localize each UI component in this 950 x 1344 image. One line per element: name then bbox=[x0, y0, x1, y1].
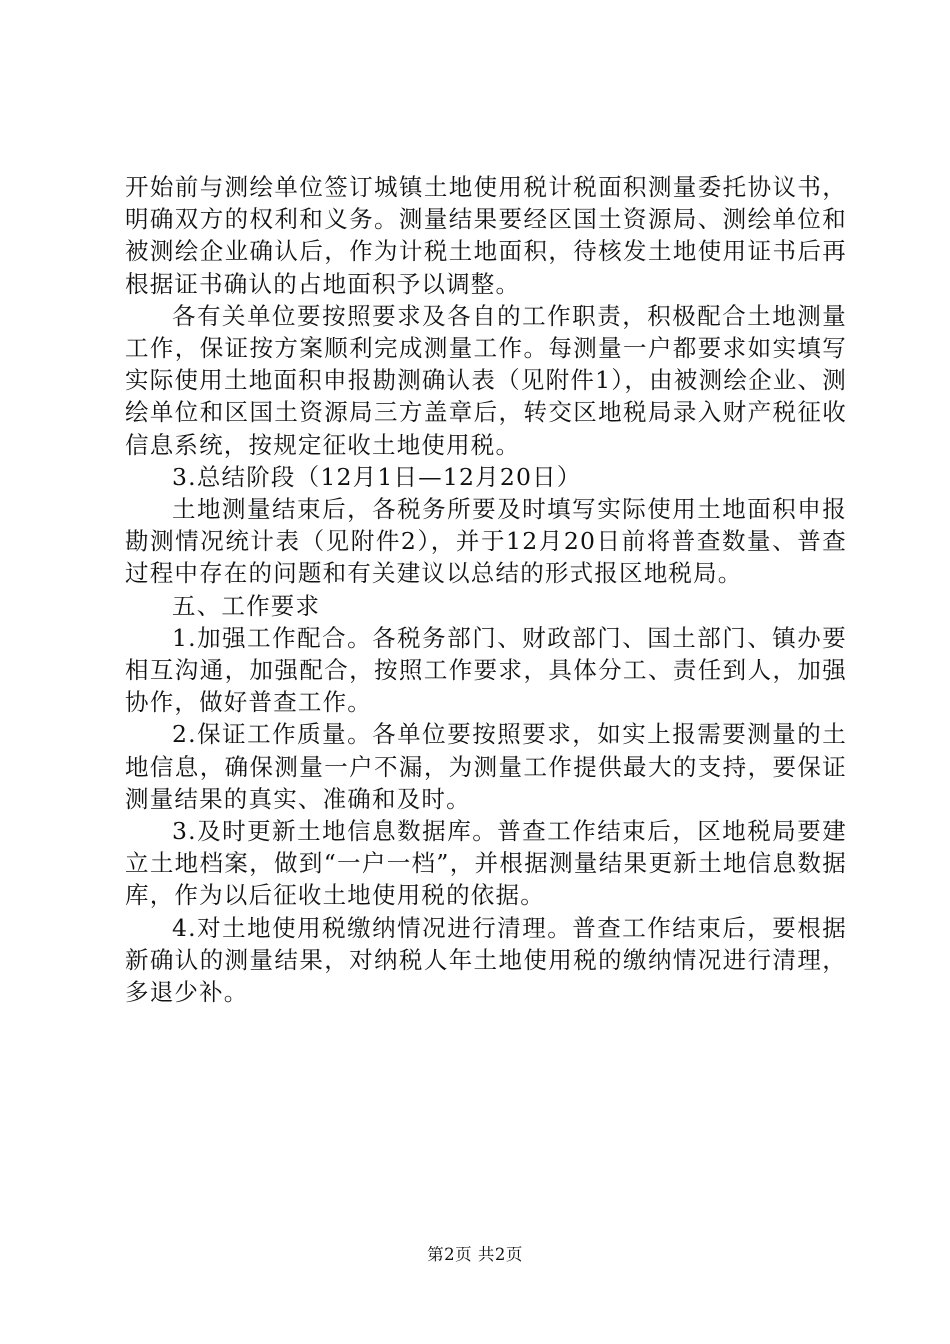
document-body bbox=[125, 171, 847, 1008]
paragraph-requirement-3: 3.及时更新土地信息数据库。普查工作结束后，区地税局要建立土地档案，做到“一户一档”，并根据测量结果更新土地信息数据库，作为以后征收土地使用税的依据。 bbox=[125, 817, 847, 910]
paragraph-requirement-2: 2.保证工作质量。各单位要按照要求，如实上报需要测量的土地信息，确保测量一户不漏，为测量工作提供最大的支持，要保证测量结果的真实、准确和及时。 bbox=[125, 720, 847, 813]
paragraph-continuation: 开始前与测绘单位签订城镇土地使用税计税面积测量委托协议书，明确双方的权利和义务。测量结果要经区国土资源局、测绘单位和被测绘企业确认后，作为计税土地面积，待核发土地使用证书后再根据证书确认的占地面积予以调整。 bbox=[125, 173, 847, 298]
paragraph-cooperation: 各有关单位要按照要求及各自的工作职责，积极配合土地测量工作，保证按方案顺利完成测量工作。每测量一户都要求如实填写实际使用土地面积申报勘测确认表（见附件1），由被测绘企业、测绘单位和区国土资源局三方盖章后，转交区地税局录入财产税征收信息系统，按规定征收土地使用税。 bbox=[125, 301, 847, 459]
page-number-footer: 第2页 共2页 bbox=[427, 1245, 523, 1264]
paragraph-requirement-4: 4.对土地使用税缴纳情况进行清理。普查工作结束后，要根据新确认的测量结果，对纳税人年土地使用税的缴纳情况进行清理，多退少补。 bbox=[125, 913, 847, 1007]
heading-summary-stage: 3.总结阶段（12月1日—12月20日） bbox=[172, 462, 582, 491]
paragraph-requirement-1: 1.加强工作配合。各税务部门、财政部门、国土部门、镇办要相互沟通，加强配合，按照工作要求，具体分工、责任到人，加强协作，做好普查工作。 bbox=[125, 623, 847, 717]
heading-work-requirements: 五、工作要求 bbox=[172, 591, 321, 620]
paragraph-summary: 土地测量结束后，各税务所要及时填写实际使用土地面积申报勘测情况统计表（见附件2），并于12月20日前将普查数量、普查过程中存在的问题和有关建议以总结的形式报区地税局。 bbox=[125, 495, 847, 588]
